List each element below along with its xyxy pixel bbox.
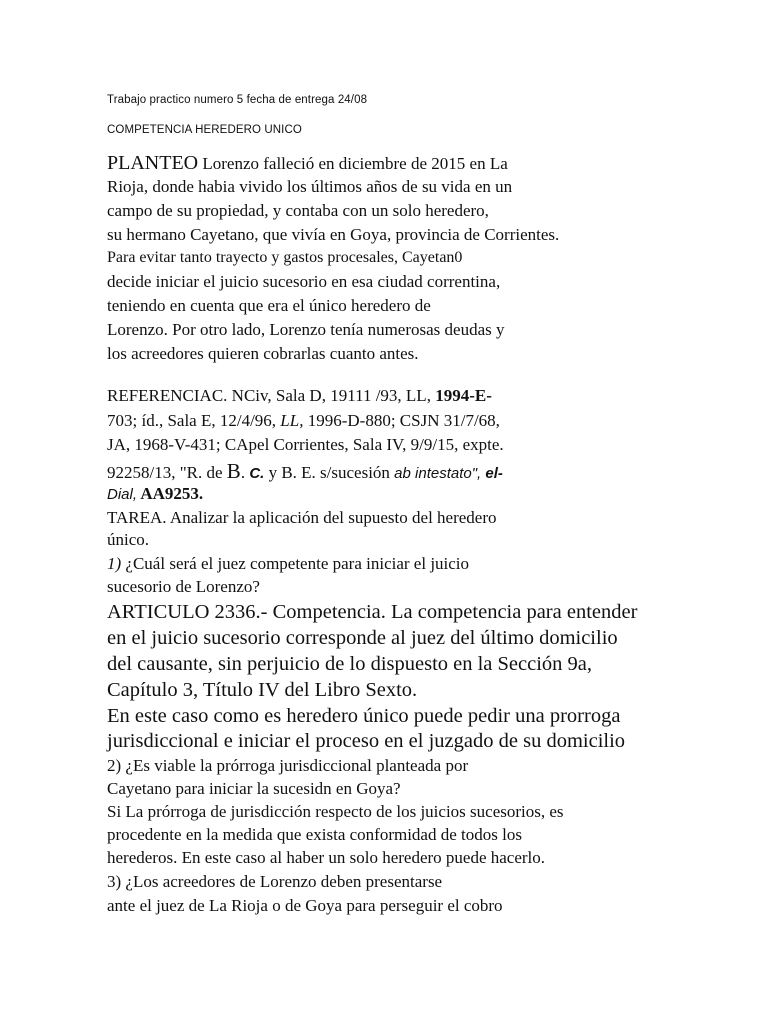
articulo-line: en el juicio sucesorio corresponde al juez del último domicilio xyxy=(107,627,618,649)
planteo-line: Para evitar tanto trayecto y gastos procesales, Cayetan0 xyxy=(107,249,463,266)
referencia-line: JA, 1968-V-431; CApel Corrientes, Sala IV, 9/9/15, expte. xyxy=(107,435,504,454)
referencia-line xyxy=(107,484,203,504)
referencia-bold: AA9253. xyxy=(137,484,204,503)
planteo-line: los acreedores quieren cobrarlas cuanto antes. xyxy=(107,344,419,363)
referencia-italic: ab intestato", xyxy=(394,465,486,482)
referencia-text: y B. E. s/sucesión xyxy=(264,463,395,482)
articulo-line: ARTICULO 2336.- Competencia. La competencia para entender xyxy=(107,601,638,623)
tarea-line: único. xyxy=(107,530,150,549)
planteo-label: PLANTEO xyxy=(107,152,199,174)
document-header-line: Trabajo practico numero 5 fecha de entrega 24/08 xyxy=(107,94,368,106)
document-subtitle: COMPETENCIA HEREDERO UNICO xyxy=(107,124,302,136)
referencia-line xyxy=(107,386,492,406)
referencia-text: 703; íd., Sala E, 12/4/96, xyxy=(107,411,281,430)
articulo-line: Capítulo 3, Título IV del Libro Sexto. xyxy=(107,679,418,701)
answer-2-line: procedente en la medida que exista conformidad de todos los xyxy=(107,825,522,844)
planteo-line: campo de su propiedad, y contaba con un solo heredero, xyxy=(107,201,489,220)
planteo-line: Lorenzo. Por otro lado, Lorenzo tenía numerosas deudas y xyxy=(107,320,505,339)
referencia-text: . xyxy=(240,463,250,482)
referencia-italic-bold: C. xyxy=(249,465,265,482)
articulo-line: del causante, sin perjuicio de lo dispuesto en la Sección 9a, xyxy=(107,653,593,675)
referencia-text: REFERENCIAC. NCiv, Sala D, 19111 /93, LL, xyxy=(107,386,436,405)
question-2-line: Cayetano para iniciar la sucesidn en Goya? xyxy=(107,779,401,798)
planteo-line: Rioja, donde habia vivido los últimos años de su vida en un xyxy=(107,177,513,196)
question-1-line xyxy=(107,554,469,574)
answer-2-line: herederos. En este caso al haber un solo heredero puede hacerlo. xyxy=(107,848,546,867)
referencia-line xyxy=(107,459,503,484)
answer-1-line: jurisdiccional e iniciar el proceso en el juzgado de su domicilio xyxy=(107,730,626,752)
planteo-paragraph-line xyxy=(107,152,508,175)
planteo-text: Lorenzo falleció en diciembre de 2015 en La xyxy=(198,154,508,173)
question-1-number: 1) xyxy=(107,554,122,573)
question-2-line: 2) ¿Es viable la prórroga jurisdiccional planteada por xyxy=(107,756,469,775)
referencia-italic: Dial, xyxy=(107,486,138,503)
referencia-text: 1996-D-880; CSJN 31/7/68, xyxy=(303,411,500,430)
referencia-italic-bold: el- xyxy=(485,465,503,482)
planteo-line: decide iniciar el juicio sucesorio en esa ciudad correntina, xyxy=(107,272,501,291)
referencia-line xyxy=(107,411,500,431)
tarea-line: TAREA. Analizar la aplicación del supuesto del heredero xyxy=(107,508,497,527)
question-1-line: sucesorio de Lorenzo? xyxy=(107,577,260,596)
question-1-text: ¿Cuál será el juez competente para iniciar el juicio xyxy=(121,554,470,573)
referencia-italic: LL, xyxy=(280,411,304,430)
answer-2-line: Si La prórroga de jurisdicción respecto de los juicios sucesorios, es xyxy=(107,802,564,821)
question-3-line: 3) ¿Los acreedores de Lorenzo deben presentarse xyxy=(107,872,443,891)
question-3-line: ante el juez de La Rioja o de Goya para perseguir el cobro xyxy=(107,896,503,915)
planteo-line: teniendo en cuenta que era el único heredero de xyxy=(107,296,431,315)
referencia-large-letter: B xyxy=(226,459,241,483)
planteo-line: su hermano Cayetano, que vivía en Goya, provincia de Corrientes. xyxy=(107,225,560,244)
referencia-text: 92258/13, "R. de xyxy=(107,463,227,482)
answer-1-line: En este caso como es heredero único puede pedir una prorroga xyxy=(107,705,621,727)
referencia-bold: 1994-E- xyxy=(435,386,492,405)
